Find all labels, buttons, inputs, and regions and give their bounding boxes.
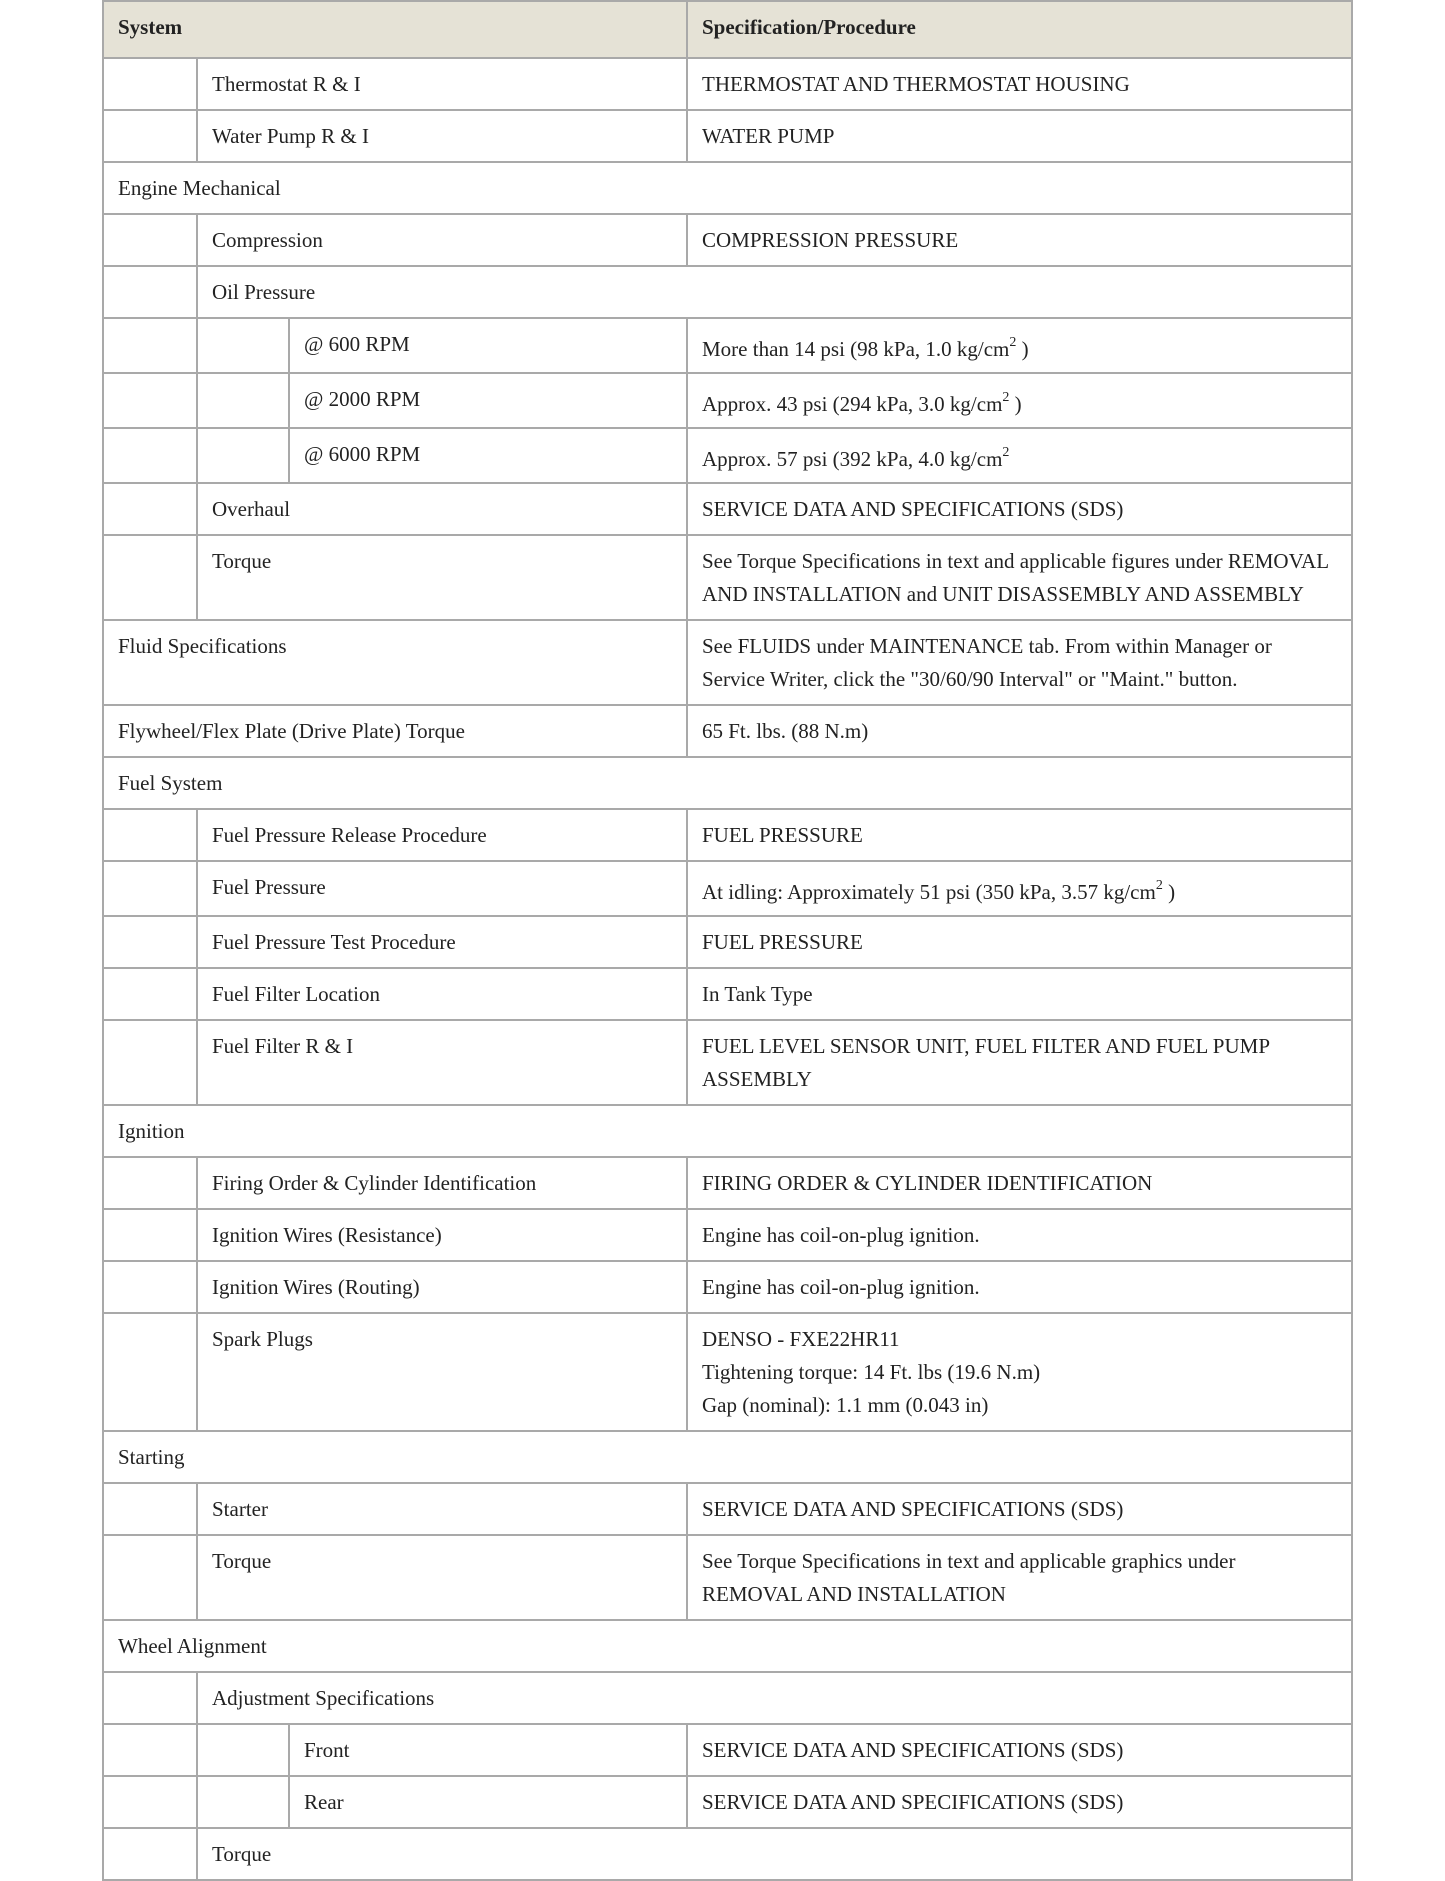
indent-cell	[103, 266, 197, 318]
table-row	[103, 1020, 1352, 1105]
indent-cell	[103, 318, 197, 373]
indent-cell	[197, 1776, 289, 1828]
table-row	[103, 535, 1352, 620]
spark-plug-model: DENSO - FXE22HR11	[702, 1327, 900, 1351]
section-heading: Starting	[103, 1431, 1352, 1483]
section-row	[103, 1620, 1352, 1672]
table-row	[103, 318, 1352, 373]
subsection-row	[103, 266, 1352, 318]
indent-cell	[103, 1776, 197, 1828]
table-row	[103, 58, 1352, 110]
value-tail: )	[1162, 880, 1176, 904]
subsection-heading: Adjustment Specifications	[197, 1672, 1352, 1724]
row-label: Water Pump R & I	[197, 110, 687, 162]
table-row	[103, 1313, 1352, 1431]
row-label: Starter	[197, 1483, 687, 1535]
indent-cell	[103, 1828, 197, 1880]
row-label: Fuel Pressure Test Procedure	[197, 916, 687, 968]
row-value: See FLUIDS under MAINTENANCE tab. From within Manager or Service Writer, click the "30/60/90 Interval" or "Maint." button.	[687, 620, 1352, 705]
row-label: @ 2000 RPM	[289, 373, 687, 428]
indent-cell	[103, 861, 197, 916]
indent-cell	[103, 1261, 197, 1313]
row-label: Thermostat R & I	[197, 58, 687, 110]
row-label: Torque	[197, 535, 687, 620]
section-row	[103, 1105, 1352, 1157]
indent-cell	[103, 809, 197, 861]
row-label: @ 600 RPM	[289, 318, 687, 373]
table-row	[103, 620, 1352, 705]
row-value	[687, 318, 1352, 373]
row-value: WATER PUMP	[687, 110, 1352, 162]
row-value	[687, 428, 1352, 483]
row-label: Ignition Wires (Resistance)	[197, 1209, 687, 1261]
header-row	[103, 1, 1352, 58]
row-label: Ignition Wires (Routing)	[197, 1261, 687, 1313]
table-row	[103, 1483, 1352, 1535]
indent-cell	[103, 1483, 197, 1535]
table-row	[103, 373, 1352, 428]
subsection-heading: Torque	[197, 1828, 1352, 1880]
value-text: Approx. 57 psi (392 kPa, 4.0 kg/cm	[702, 447, 1003, 471]
table-row	[103, 483, 1352, 535]
indent-cell	[103, 1157, 197, 1209]
superscript: 2	[1002, 445, 1010, 460]
value-text: Approx. 43 psi (294 kPa, 3.0 kg/cm	[702, 392, 1003, 416]
indent-cell	[103, 1535, 197, 1620]
row-value: Engine has coil-on-plug ignition.	[687, 1209, 1352, 1261]
indent-cell	[197, 318, 289, 373]
indent-cell	[103, 1672, 197, 1724]
section-heading: Wheel Alignment	[103, 1620, 1352, 1672]
spark-plug-gap: Gap (nominal): 1.1 mm (0.043 in)	[702, 1393, 989, 1417]
superscript: 2	[1002, 390, 1010, 405]
row-value	[687, 861, 1352, 916]
section-heading: Ignition	[103, 1105, 1352, 1157]
table-row	[103, 214, 1352, 266]
value-tail: )	[1016, 337, 1029, 361]
indent-cell	[103, 428, 197, 483]
section-row	[103, 757, 1352, 809]
section-heading: Engine Mechanical	[103, 162, 1352, 214]
indent-cell	[103, 1724, 197, 1776]
indent-cell	[197, 428, 289, 483]
indent-cell	[103, 916, 197, 968]
header-system: System	[103, 1, 687, 58]
row-label: Firing Order & Cylinder Identification	[197, 1157, 687, 1209]
row-value: Engine has coil-on-plug ignition.	[687, 1261, 1352, 1313]
row-value: FIRING ORDER & CYLINDER IDENTIFICATION	[687, 1157, 1352, 1209]
indent-cell	[197, 373, 289, 428]
table-row	[103, 968, 1352, 1020]
row-label: Fuel Pressure	[197, 861, 687, 916]
indent-cell	[103, 1020, 197, 1105]
spark-plug-torque: Tightening torque: 14 Ft. lbs (19.6 N.m)	[702, 1360, 1041, 1384]
row-value: See Torque Specifications in text and applicable figures under REMOVAL AND INSTALLATION and UNIT DISASSEMBLY AND ASSEMBLY	[687, 535, 1352, 620]
section-row	[103, 162, 1352, 214]
row-label: Fuel Pressure Release Procedure	[197, 809, 687, 861]
row-label: Fuel Filter Location	[197, 968, 687, 1020]
indent-cell	[197, 1724, 289, 1776]
table-row	[103, 1724, 1352, 1776]
row-value: FUEL LEVEL SENSOR UNIT, FUEL FILTER AND FUEL PUMP ASSEMBLY	[687, 1020, 1352, 1105]
value-tail: )	[1009, 392, 1022, 416]
table-row	[103, 916, 1352, 968]
row-label: @ 6000 RPM	[289, 428, 687, 483]
row-value: See Torque Specifications in text and applicable graphics under REMOVAL AND INSTALLATION	[687, 1535, 1352, 1620]
section-heading: Fuel System	[103, 757, 1352, 809]
row-value: 65 Ft. lbs. (88 N.m)	[687, 705, 1352, 757]
value-text: At idling: Approximately 51 psi (350 kPa, 3.57 kg/cm	[702, 880, 1156, 904]
row-value: SERVICE DATA AND SPECIFICATIONS (SDS)	[687, 1724, 1352, 1776]
row-value: In Tank Type	[687, 968, 1352, 1020]
row-value: THERMOSTAT AND THERMOSTAT HOUSING	[687, 58, 1352, 110]
row-value: SERVICE DATA AND SPECIFICATIONS (SDS)	[687, 1776, 1352, 1828]
row-label: Flywheel/Flex Plate (Drive Plate) Torque	[103, 705, 687, 757]
indent-cell	[103, 483, 197, 535]
table-row	[103, 705, 1352, 757]
subsection-row	[103, 1828, 1352, 1880]
row-value: FUEL PRESSURE	[687, 916, 1352, 968]
indent-cell	[103, 1313, 197, 1431]
section-row	[103, 1431, 1352, 1483]
table-row	[103, 428, 1352, 483]
table-row	[103, 1261, 1352, 1313]
superscript: 2	[1009, 335, 1017, 350]
indent-cell	[103, 58, 197, 110]
row-value	[687, 1313, 1352, 1431]
table-row	[103, 1209, 1352, 1261]
table-row	[103, 1157, 1352, 1209]
row-value	[687, 373, 1352, 428]
table-row	[103, 1776, 1352, 1828]
row-value: COMPRESSION PRESSURE	[687, 214, 1352, 266]
indent-cell	[103, 535, 197, 620]
subsection-row	[103, 1672, 1352, 1724]
table-row	[103, 809, 1352, 861]
table-row	[103, 1535, 1352, 1620]
indent-cell	[103, 110, 197, 162]
indent-cell	[103, 373, 197, 428]
superscript: 2	[1155, 878, 1163, 893]
subsection-heading: Oil Pressure	[197, 266, 1352, 318]
indent-cell	[103, 1209, 197, 1261]
row-label: Fluid Specifications	[103, 620, 687, 705]
indent-cell	[103, 968, 197, 1020]
row-label: Torque	[197, 1535, 687, 1620]
row-label: Rear	[289, 1776, 687, 1828]
table-row	[103, 861, 1352, 916]
value-text: More than 14 psi (98 kPa, 1.0 kg/cm	[702, 337, 1010, 361]
row-label: Spark Plugs	[197, 1313, 687, 1431]
table-row	[103, 110, 1352, 162]
header-spec: Specification/Procedure	[687, 1, 1352, 58]
row-value: SERVICE DATA AND SPECIFICATIONS (SDS)	[687, 1483, 1352, 1535]
spec-table	[102, 0, 1353, 1881]
row-value: FUEL PRESSURE	[687, 809, 1352, 861]
row-value: SERVICE DATA AND SPECIFICATIONS (SDS)	[687, 483, 1352, 535]
indent-cell	[103, 214, 197, 266]
row-label: Compression	[197, 214, 687, 266]
row-label: Fuel Filter R & I	[197, 1020, 687, 1105]
row-label: Front	[289, 1724, 687, 1776]
row-label: Overhaul	[197, 483, 687, 535]
